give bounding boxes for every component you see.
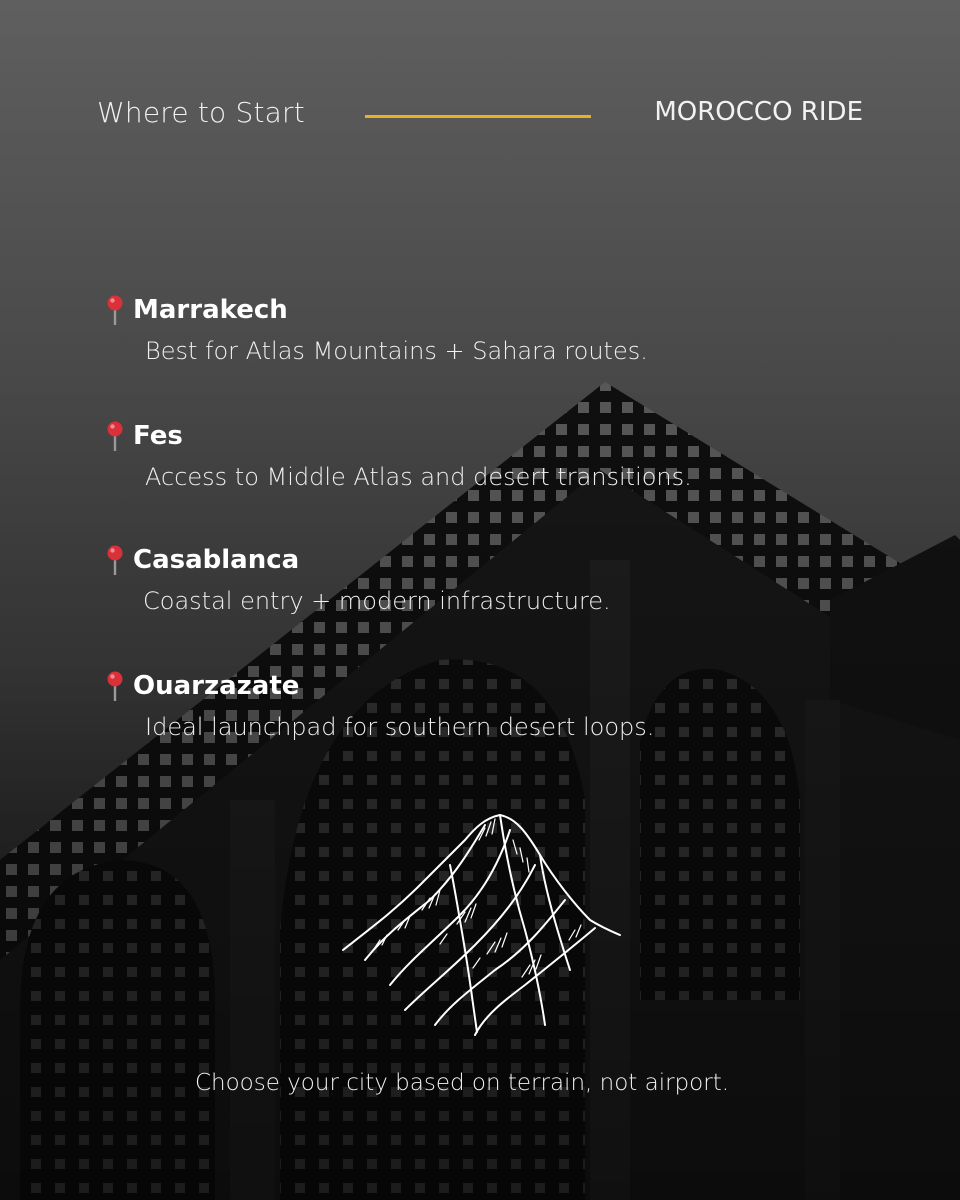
- city-item-casablanca: [100, 542, 900, 615]
- header-divider: [365, 115, 591, 118]
- city-item-fes: [100, 418, 900, 491]
- city-name: Casablanca: [133, 545, 300, 575]
- city-description: Coastal entry + modern infrastructure.: [143, 587, 611, 615]
- pin-icon: [100, 543, 130, 577]
- mountain-icon: [335, 810, 625, 1040]
- city-name: Marrakech: [133, 295, 288, 325]
- city-description: Best for Atlas Mountains + Sahara routes.: [145, 337, 648, 365]
- city-name: Fes: [133, 421, 183, 451]
- footer-note: Choose your city based on terrain, not airport.: [194, 1070, 730, 1096]
- pin-icon: [100, 293, 130, 327]
- city-item-ouarzazate: [100, 668, 900, 741]
- city-description: Ideal launchpad for southern desert loops.: [145, 713, 655, 741]
- pin-icon: [100, 419, 130, 453]
- city-name: Ouarzazate: [133, 671, 300, 701]
- pin-icon: [100, 669, 130, 703]
- brand-label: MOROCCO RIDE: [654, 97, 863, 127]
- section-title: Where to Start: [97, 96, 305, 129]
- city-description: Access to Middle Atlas and desert transitions.: [145, 463, 692, 491]
- city-item-marrakech: [100, 292, 900, 365]
